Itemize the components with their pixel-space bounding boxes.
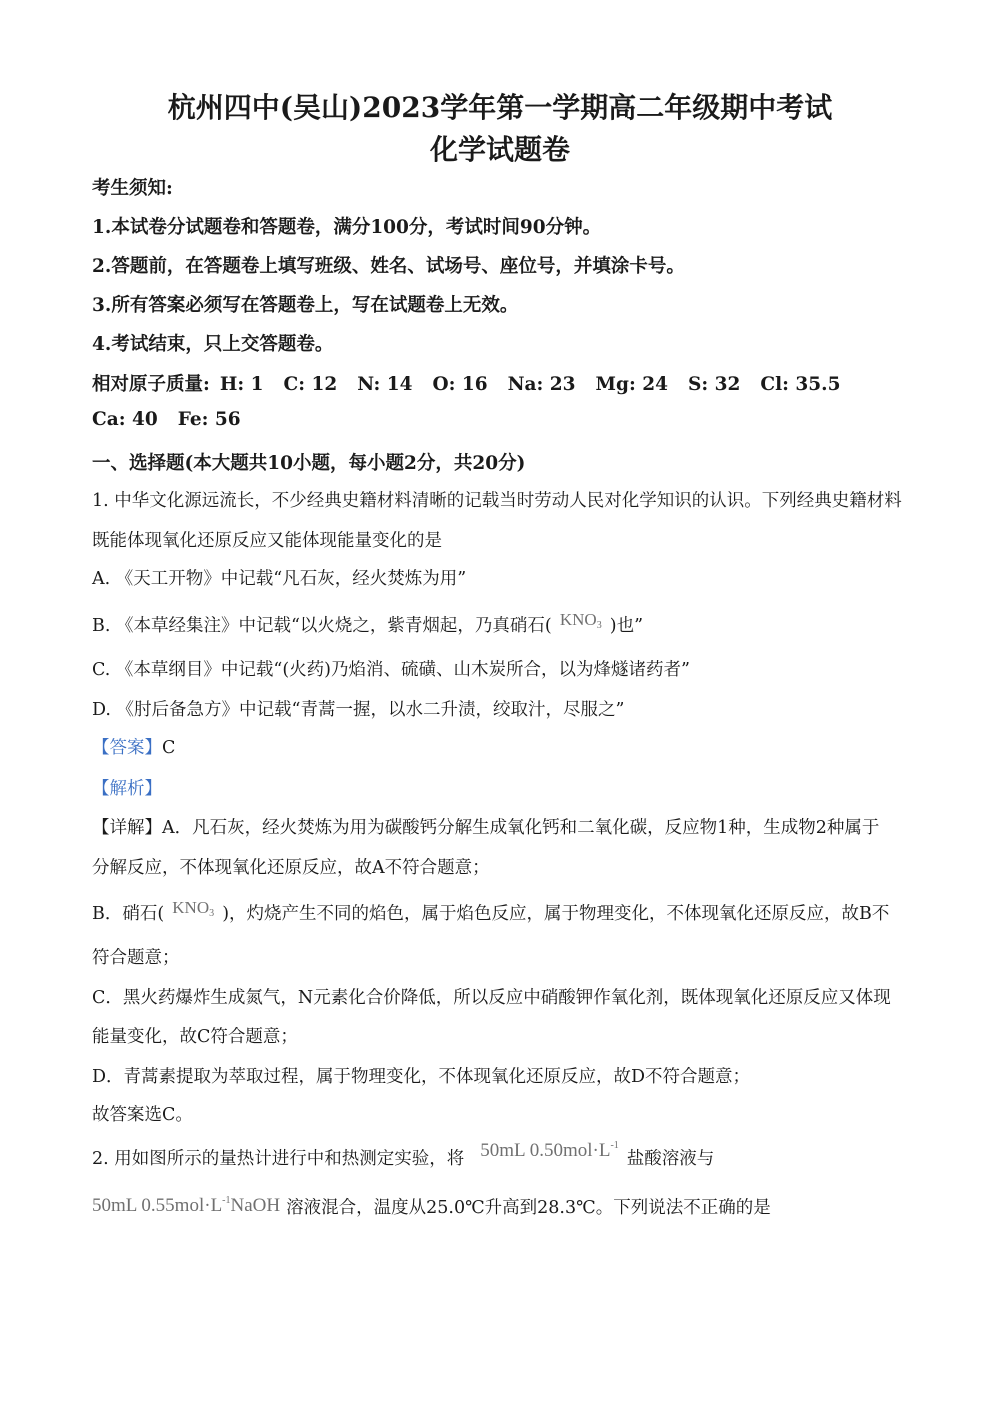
atomic-mass: Na: 23 — [507, 374, 576, 395]
notice-item: 1.本试卷分试题卷和答题卷，满分100分，考试时间90分钟。 — [92, 217, 602, 238]
detail-line: 符合题意； — [92, 948, 180, 968]
answer-value: C — [162, 738, 176, 758]
atomic-mass: N: 14 — [357, 374, 413, 395]
detail-line: 【详解】A．凡石灰，经火焚炼为用为碳酸钙分解生成氧化钙和二氧化碳，反应物1种，生成物2种属于 — [92, 818, 880, 838]
detail-line: C．黑火药爆炸生成氮气，N元素化合价降低，所以反应中硝酸钾作氧化剂，既体现氧化还原反应又体现 — [92, 988, 891, 1008]
q1-stem-cont: 既能体现氧化还原反应又能体现能量变化的是 — [92, 531, 442, 551]
kno3-formula — [552, 610, 610, 631]
hcl-concentration — [480, 1140, 619, 1162]
exam-subtitle: 化学试题卷 — [429, 133, 570, 166]
atomic-mass: O: 16 — [432, 374, 488, 395]
detail-line: D．青蒿素提取为萃取过程，属于物理变化，不体现氧化还原反应，故D不符合题意； — [92, 1067, 751, 1087]
analysis-tag: 【解析】 — [92, 779, 162, 799]
notice-item: 4.考试结束，只上交答题卷。 — [92, 334, 334, 355]
notice-heading: 考生须知: — [92, 178, 173, 199]
atomic-mass: Mg: 24 — [595, 374, 668, 395]
conc2-main: 50mL 0.55mol·L — [92, 1195, 223, 1216]
q1-stem: 1. 中华文化源远流长，不少经典史籍材料清晰的记载当时劳动人民对化学知识的认识。下列经典史籍材料 — [92, 491, 902, 511]
kno3-main: KNO — [559, 610, 597, 629]
atomic-mass: Fe: 56 — [177, 409, 241, 430]
q2-stem-end: 盐酸溶液与 — [626, 1149, 715, 1169]
atomic-masses-label: 相对原子质量: — [92, 374, 210, 395]
atomic-mass: Ca: 40 — [92, 409, 158, 430]
atomic-mass: C: 12 — [283, 374, 338, 395]
detail-line: 分解反应，不体现氧化还原反应，故A不符合题意； — [92, 858, 490, 878]
q2-stem — [92, 1140, 714, 1170]
atomic-mass: H: 1 — [219, 374, 264, 395]
q1-answer — [92, 734, 175, 759]
notice-item: 2.答题前，在答题卷上填写班级、姓名、试场号、座位号，并填涂卡号。 — [92, 256, 685, 277]
q1-option-c: C. 《本草纲目》中记载“(火药)乃焰消、硫磺、山木炭所合，以为烽燧诸药者” — [92, 660, 690, 680]
conc1-main: 50mL 0.50mol·L — [480, 1140, 611, 1161]
q1-option-b-text: B. 《本草经集注》中记载“以火烧之，紫青烟起，乃真硝石( — [92, 616, 552, 636]
detail-line-b — [92, 898, 889, 925]
atomic-mass: Cl: 35.5 — [760, 374, 841, 395]
notice-item: 3.所有答案必须写在答题卷上，写在试题卷上无效。 — [92, 295, 519, 316]
q2-stem-cont-text: 溶液混合，温度从25.0℃升高到28.3℃。下列说法不正确的是 — [286, 1198, 771, 1218]
detail-line: 故答案选C。 — [92, 1105, 193, 1125]
kno3-sub: 3 — [596, 620, 602, 631]
kno3-sub: 3 — [209, 908, 215, 919]
atomic-mass: S: 32 — [687, 374, 741, 395]
q1-option-d: D. 《肘后备急方》中记载“青蒿一握，以水二升渍，绞取汁，尽服之” — [92, 700, 625, 720]
naoh-concentration — [92, 1195, 280, 1217]
atomic-masses-line2 — [92, 409, 261, 430]
conc2-tail: NaOH — [230, 1195, 281, 1216]
q1-option-b — [92, 610, 643, 637]
q1-option-a: A. 《天工开物》中记载“凡石灰，经火焚炼为用” — [92, 569, 467, 589]
detail-b-text: B．硝石( — [92, 904, 165, 924]
exam-title: 杭州四中(吴山)2023学年第一学期高二年级期中考试 — [167, 91, 833, 124]
conc2-sup: -1 — [222, 1195, 231, 1206]
conc1-sup: -1 — [610, 1140, 619, 1151]
section-heading: 一、选择题(本大题共10小题，每小题2分，共20分) — [92, 453, 526, 474]
kno3-formula — [164, 898, 222, 919]
answer-tag: 【答案】 — [92, 738, 162, 758]
atomic-masses-line1 — [92, 370, 860, 396]
q2-stem-text: 2. 用如图所示的量热计进行中和热测定实验，将 — [92, 1149, 465, 1169]
q2-stem-cont — [92, 1194, 771, 1219]
kno3-main: KNO — [172, 898, 210, 917]
q1-option-b-end: )也” — [609, 616, 644, 636]
detail-line: 能量变化，故C符合题意； — [92, 1027, 298, 1047]
detail-b-end: )，灼烧产生不同的焰色，属于焰色反应，属于物理变化，不体现氧化还原反应，故B不 — [222, 904, 890, 924]
